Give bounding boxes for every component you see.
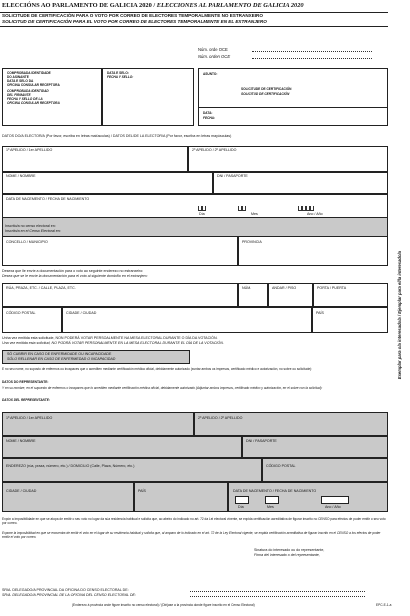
inscrito-gl: Inscrito/a no censo electoral en: [5, 224, 56, 228]
num-orde-line-2[interactable] [252, 58, 372, 59]
andar-field[interactable]: ANDAR / PISO [268, 283, 313, 307]
unha-vez-es: Una vez emitida esta solicitud, NO PODRÁ VOTAR PERSONALMENTE EN LA MESA ELECTORAL DURANTE EL DÍA DE LA VOTACIÓN. [2, 341, 224, 345]
rep-cidade-field[interactable]: CIDADE / CIUDAD [2, 482, 134, 512]
elector-apelido1-field[interactable]: 1º APELIDO / 1er APELLIDO [2, 146, 188, 172]
desexa-gl: Desexa que lle envíe a documentación para o voto ao seguinte enderezo no estranxeiro: [2, 269, 144, 273]
rep-apelido2-field[interactable]: 2º APELIDO / 2º APELLIDO [194, 412, 388, 436]
num-field[interactable]: NÚM. [238, 283, 268, 307]
subtitle-rule [0, 26, 388, 27]
consular-id-box: COMPROBADA IDENTIDADE DO ASINANTE DATA E SELO DA OFICINA CONSULAR RECEPTORA COMPROBADA IDENTIDAD DEL FIRMANTE FECHA Y SELLO DE LA OFICINA CONSULAR RECEPTORA [2, 68, 102, 126]
expon-gl: Expón a imposibilidade en que se atopa de emitir o seu voto no lugar da súa residencia habitual e solicita que, ao abeiro do indicado no art. 72 da Lei electoral vixente, se expida certificación acreditativa de figurar inscrito no CENSO para efectos de poder emitir o seu voto por correo. [2, 517, 386, 526]
num-orde-es: Núm. orden OCE [198, 54, 231, 59]
elector-nacemento-field[interactable]: DATA DE NACEMENTO / FECHA DE NACIMIENTO Día Mes Ano / Año [2, 194, 388, 218]
desexa-es: Desea que se le envíe la documentación para el voto al siguiente domicilio en el extranjero: [2, 274, 148, 278]
sria-es: SR/A. DELEGADO/A PROVINCIAL DE LA OFICINA DEL CENSO ELECTORAL DE: [2, 593, 136, 597]
sinatura-gl: Sinatura do interesado ou do representante, [254, 548, 325, 552]
num-orde-line[interactable] [252, 51, 372, 52]
asunto-box: ASUNTO: SOLICITUDE DE CERTIFICACIÓN SOLICITUD DE CERTIFICACIÓN DATA: FECHA: [198, 68, 388, 126]
form-code: EPC-E-1-a [376, 603, 392, 607]
expon-es: Expone la imposibilidad en que se encuentra de emitir el voto en el lugar de su residencia habitual y solicita que, al amparo de lo indicado en el art. 72 de la Ley Electoral vigente, se expida certificación acreditativa de figurar inscrito en el CENSO a los efectos de poder emitir el voto por correo. [2, 531, 381, 540]
subtitle-gl: SOLICITUDE DE CERTIFICACIÓN PARA O VOTO POR CORREO DE ELECTORES TEMPORALMENTE NO ESTRANXEIRO [2, 13, 263, 18]
rep-pais-field[interactable]: PAÍS [134, 482, 228, 512]
datos-rep-es: DATOS DEL REPRESENTANTE: [2, 398, 50, 402]
rep-nome-field[interactable]: NOME / NOMBRE [2, 436, 242, 458]
elector-apelido2-field[interactable]: 2º APELIDO / 2º APELLIDO [188, 146, 388, 172]
rep-dni-field[interactable]: DNI / PASAPORTE [242, 436, 388, 458]
enfermo-gl: E no seu nome, no suposto de enfermos ou incapaces que o acrediten mediante certificación médica oficial, debidamente autorizado (xuntar ambos os impresos, certificado médico e autorización, no sobre ou solicitude): [2, 367, 313, 371]
cp-field[interactable]: CÓDIGO POSTAL [2, 307, 62, 333]
sria-line[interactable] [190, 591, 365, 592]
cidade-field[interactable]: CIDADE / CIUDAD [62, 307, 312, 333]
rua-field[interactable]: RÚA, PRAZA, ETC. / CALLE, PLAZA, ETC. [2, 283, 238, 307]
enfermo-es: Y en su nombre, en el supuesto de enfermos o incapaces que lo acrediten mediante certificación médica oficial, debidamente autorizado (Adjuntar ambos impresos, certificado médico y autorización, en el sobre con la solicitud): [2, 386, 323, 390]
inscrito-es: Inscrito/a en el Censo Electoral en: [5, 229, 61, 233]
sria-line-2[interactable] [190, 596, 365, 597]
rep-cp-field[interactable]: CÓDIGO POSTAL [262, 458, 388, 482]
bottom-note: (Enderezo á provincia onde figure inscrito no censo electoral) / (Diríjase a la provincia donde figure inscrito en el Censo Electoral) [72, 603, 255, 607]
subtitle-es: SOLICITUD DE CERTIFICACIÓN PARA EL VOTO POR CORREO DE ELECTORES TEMPORALMENTE EN EL EXTRANJERO [2, 19, 267, 24]
elector-section-title: DATOS DO/A ELECTOR/A (Por favor, escriba en letras maiúsculas) / DATOS DEL/DE LA ELECTOR/A (Por favor, escriba en letras mayúsculas) [2, 134, 232, 138]
sria-gl: SRIA. DELEGADO/A PROVINCIAL DA OFICINA DO CENSO ELECTORAL DE: [2, 588, 129, 592]
page-title: ELECCIÓNS AO PARLAMENTO DE GALICIA 2020 / ELECCIONES AL PARLAMENTO DE GALICIA 2020 [2, 2, 304, 9]
rep-nacemento-field[interactable]: DATA DE NACEMENTO / FECHA DE NACIMIENTO Día Mes Ano / Año [228, 482, 388, 512]
rep-enderezo-field[interactable]: ENDEREZO (rúa, praza, número, etc.) / DOMICILIO (Calle, Plaza, Número, etc.) [2, 458, 262, 482]
elector-concello-field[interactable]: CONCELLO / MUNICIPIO [2, 236, 238, 266]
date-stamp-box: DATA E SELO: FECHA Y SELLO: [102, 68, 194, 126]
porta-field[interactable]: PORTA / PUERTA [313, 283, 388, 307]
rep-apelido1-field[interactable]: 1º APELIDO / 1er APELLIDO [2, 412, 194, 436]
num-orde-gl: Núm. orde OCE [198, 47, 228, 52]
sinatura-es: Firma del interesado o del representante, [254, 553, 320, 557]
elector-nome-field[interactable]: NOME / NOMBRE [2, 172, 213, 194]
pais-field[interactable]: PAÍS [312, 307, 388, 333]
unha-vez-gl: Unha vez emitida esta solicitude, NON PODERÁ VOTAR PERSOALMENTE NA MESA ELECTORAL DURANTE O DÍA DA VOTACIÓN. [2, 336, 218, 340]
elector-provincia-field[interactable]: PROVINCIA [238, 236, 388, 266]
side-copy-label: Exemplar para o/a interesado/a / Ejemplar para el/la interesado/a [396, 250, 402, 380]
elector-dni-field[interactable]: DNI / PASAPORTE [213, 172, 388, 194]
datos-rep-gl: DATOS DO REPRESENTANTE: [2, 380, 49, 384]
enfermidade-banner: SÓ CUBRIR EN CASO DE ENFERMIDADE OU INCAPACIDADE SÓLO RELLENAR EN CASO DE ENFERMEDAD O INCAPACIDAD [2, 350, 190, 364]
